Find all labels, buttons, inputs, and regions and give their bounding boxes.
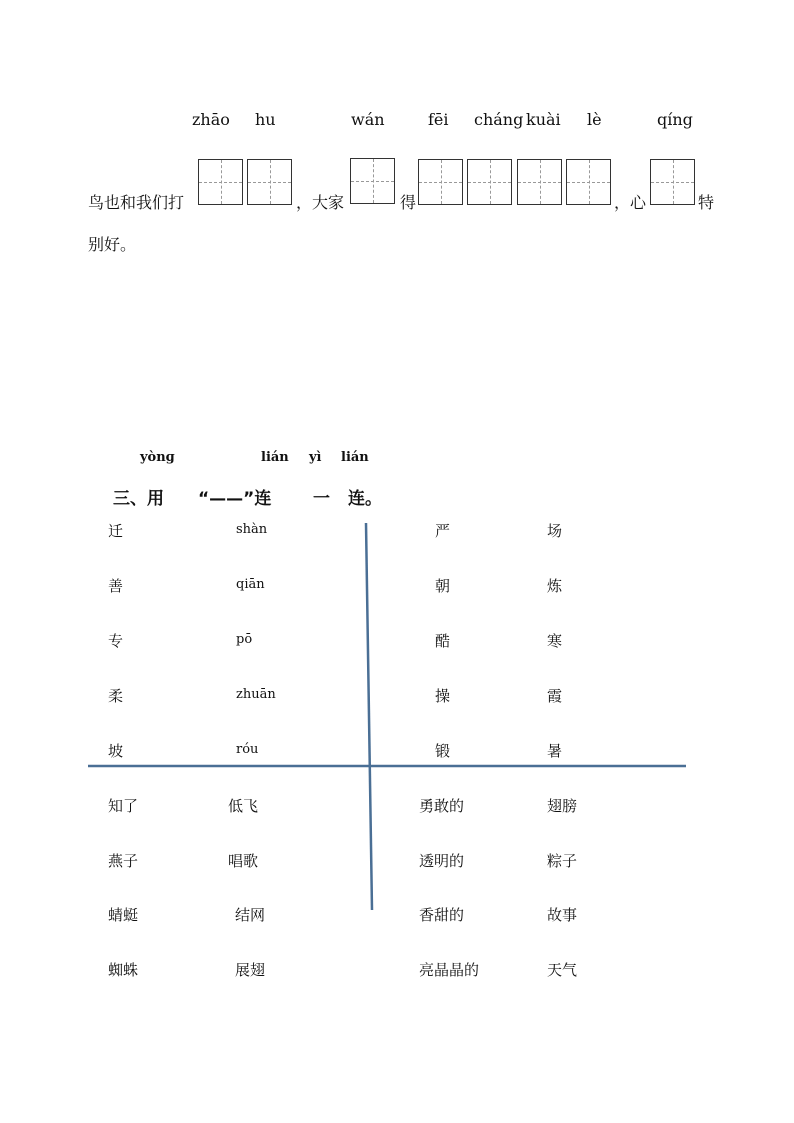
pinyin-chang: cháng	[474, 110, 524, 129]
match-noun[interactable]: 粽子	[547, 852, 578, 870]
sentence-comma2: ，心	[614, 193, 647, 212]
pinyin-le: lè	[587, 110, 602, 129]
sentence-line2: 别好。	[88, 235, 137, 254]
match-char[interactable]: 柔	[108, 687, 124, 705]
match-word-a[interactable]: 操	[435, 687, 451, 705]
sentence-comma1: ，大家	[296, 193, 345, 212]
section3-title-end: 连。	[348, 489, 382, 509]
pinyin-kuai: kuài	[526, 110, 561, 129]
pinyin-lian2: lián	[341, 450, 369, 465]
match-word-b[interactable]: 寒	[547, 632, 563, 650]
pinyin-yi: yì	[309, 450, 322, 465]
match-adjective[interactable]: 透明的	[419, 852, 465, 870]
sentence-te: 特	[698, 193, 715, 212]
section3-title-prefix: 三、用	[113, 489, 164, 509]
match-subject[interactable]: 知了	[108, 797, 139, 815]
match-noun[interactable]: 翅膀	[547, 797, 578, 815]
pinyin-lian: lián	[261, 450, 289, 465]
match-subject[interactable]: 蜘蛛	[108, 961, 139, 979]
match-char[interactable]: 迁	[108, 522, 124, 540]
sentence-de: 得	[400, 193, 417, 212]
match-adjective[interactable]: 亮晶晶的	[419, 961, 480, 979]
match-word-b[interactable]: 炼	[547, 577, 563, 595]
match-subject[interactable]: 蜻蜓	[108, 906, 139, 924]
match-char[interactable]: 坡	[108, 742, 124, 760]
match-pinyin[interactable]: shàn	[236, 522, 268, 537]
match-word-b[interactable]: 霞	[547, 687, 563, 705]
pinyin-qing: qíng	[657, 110, 693, 129]
sentence-part1: 鸟也和我们打	[88, 193, 185, 212]
match-action[interactable]: 展翅	[235, 961, 266, 979]
match-word-a[interactable]: 严	[435, 522, 451, 540]
match-noun[interactable]: 故事	[547, 906, 578, 924]
match-word-a[interactable]: 锻	[435, 742, 451, 760]
pinyin-zhao: zhāo	[192, 110, 230, 129]
match-word-b[interactable]: 场	[547, 522, 563, 540]
match-pinyin[interactable]: qiān	[236, 577, 265, 592]
pinyin-wan: wán	[351, 110, 385, 129]
pinyin-fei: fēi	[428, 110, 449, 129]
match-char[interactable]: 善	[108, 577, 124, 595]
match-subject[interactable]: 燕子	[108, 852, 139, 870]
match-action[interactable]: 唱歌	[228, 852, 259, 870]
match-pinyin[interactable]: róu	[236, 742, 259, 757]
match-action[interactable]: 低飞	[228, 797, 259, 815]
match-word-b[interactable]: 暑	[547, 742, 563, 760]
section3-title-symbol: “——”连	[198, 489, 272, 509]
match-char[interactable]: 专	[108, 632, 124, 650]
section3-title-yi: 一	[313, 489, 330, 509]
match-pinyin[interactable]: pō	[236, 632, 253, 647]
match-word-a[interactable]: 酷	[435, 632, 451, 650]
pinyin-hu: hu	[255, 110, 276, 129]
match-action[interactable]: 结网	[235, 906, 266, 924]
match-word-a[interactable]: 朝	[435, 577, 451, 595]
pinyin-yong: yònɡ	[140, 450, 175, 465]
match-noun[interactable]: 天气	[547, 961, 578, 979]
vertical-divider	[366, 523, 372, 910]
match-adjective[interactable]: 勇敢的	[419, 797, 465, 815]
match-adjective[interactable]: 香甜的	[419, 906, 465, 924]
match-pinyin[interactable]: zhuān	[236, 687, 276, 702]
